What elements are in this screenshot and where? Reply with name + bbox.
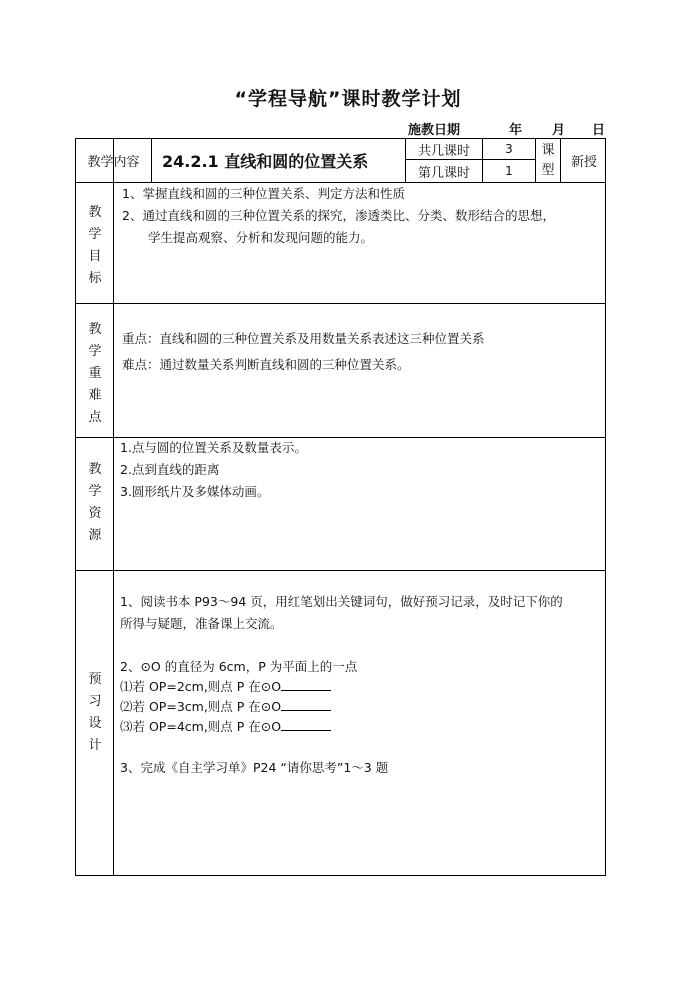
answer-blank <box>281 698 331 711</box>
nth-period-label: 第几课时 <box>417 165 470 181</box>
resources-content <box>120 437 307 503</box>
answer-blank <box>281 678 331 691</box>
preview-question-2: ⑵若 OP=3cm,则点 P 在⊙O <box>120 697 563 717</box>
lesson-plan-table <box>75 138 606 876</box>
goal-line: 1、掌握直线和圆的三种位置关系、判定方法和性质 <box>122 186 405 201</box>
lesson-type-value: 新授 <box>570 155 597 170</box>
preview-item-1-cont: 所得与疑题，准备课上交流。 <box>120 616 283 631</box>
total-periods-label: 共几课时 <box>417 143 470 159</box>
preview-item-3: 3、完成《自主学习单》P24 “请你思考”1～3 题 <box>120 760 389 775</box>
preview-content <box>120 591 563 779</box>
preview-question-3: ⑶若 OP=4cm,则点 P 在⊙O <box>120 717 563 737</box>
goal-line: 学生提高观察、分析和发现问题的能力。 <box>148 230 374 245</box>
preview-label: 预 习 设 计 <box>88 672 102 753</box>
resource-line: 1.点与圆的位置关系及数量表示。 <box>120 440 307 455</box>
goals-content <box>122 183 555 249</box>
preview-item-1: 1、阅读书本 P93～94 页，用红笔划出关键词句，做好预习记录，及时记下你的 <box>120 594 563 609</box>
nth-period-value: 1 <box>505 164 513 178</box>
preview-question-1: ⑴若 OP=2cm,则点 P 在⊙O <box>120 677 563 697</box>
divider <box>76 303 605 304</box>
resources-label: 教 学 资 源 <box>88 462 102 543</box>
goals-label: 教 学 目 标 <box>88 205 102 286</box>
lesson-title: 24.2.1 直线和圆的位置关系 <box>162 152 369 171</box>
key-points-label: 教 学 重 难 点 <box>88 322 102 425</box>
resource-line: 2.点到直线的距离 <box>120 462 220 477</box>
total-periods-value: 3 <box>505 142 513 156</box>
month-label: 月 <box>552 123 566 138</box>
divider <box>76 570 605 571</box>
key-points-content <box>122 326 485 378</box>
goal-line: 2、通过直线和圆的三种位置关系的探究，渗透类比、分类、数形结合的思想， <box>122 208 555 223</box>
preview-item-2: 2、⊙O 的直径为 6cm，P 为平面上的一点 <box>120 659 358 674</box>
page-title: “学程导航”课时教学计划 <box>234 88 462 110</box>
day-label: 日 <box>592 123 606 138</box>
key-point-line: 重点：直线和圆的三种位置关系及用数量关系表述这三种位置关系 <box>122 331 485 346</box>
lesson-type-label-2: 型 <box>541 162 555 178</box>
answer-blank <box>281 718 331 731</box>
resource-line: 3.圆形纸片及多媒体动画。 <box>120 484 270 499</box>
year-label: 年 <box>509 123 523 138</box>
lesson-type-label <box>536 139 560 182</box>
content-label: 教学内容 <box>87 155 140 170</box>
difficult-point-line: 难点：通过数量关系判断直线和圆的三种位置关系。 <box>122 357 410 372</box>
date-label: 施教日期 <box>408 123 461 138</box>
lesson-type-label-1: 课 <box>541 142 555 158</box>
